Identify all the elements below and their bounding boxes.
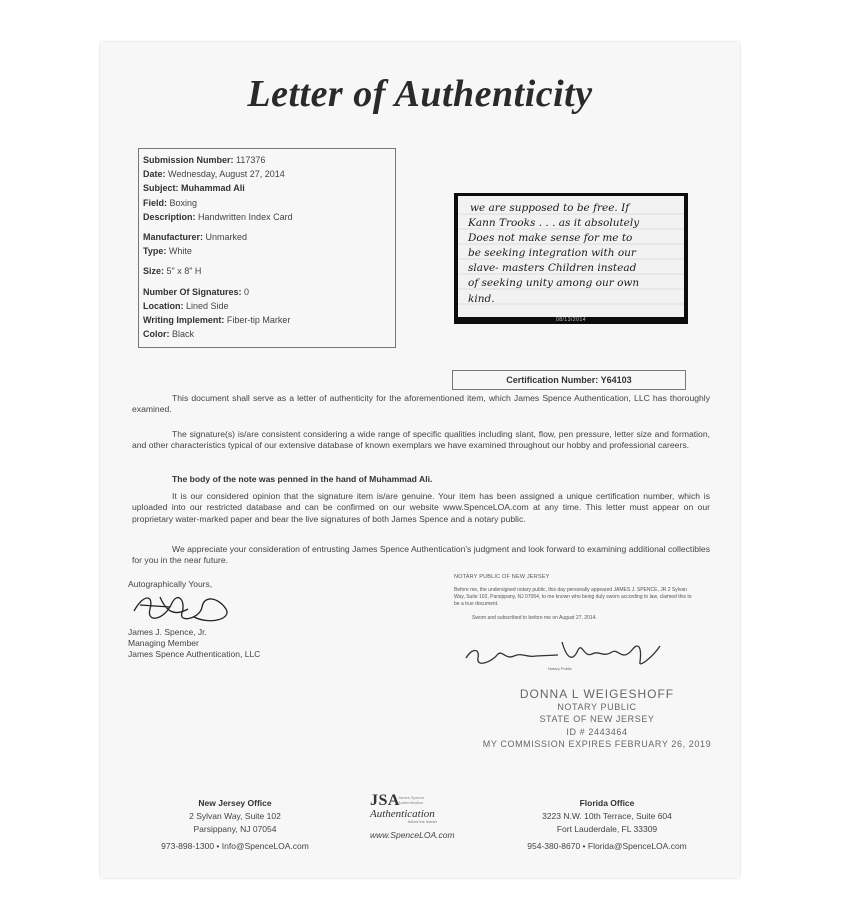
detail-row [143,167,395,181]
detail-row [143,285,395,299]
detail-value: Lined Side [186,300,229,311]
signer-company: James Spence Authentication, LLC [128,649,261,659]
notary-stamp-line: ID # 2443464 [566,726,628,737]
handwriting-line: slave- masters Children instead [468,262,637,274]
office-heading: Florida Office [579,798,635,808]
paragraph-finding: The body of the note was penned in the hand of Muhammad Ali. [172,474,433,484]
detail-label: Type: [143,246,167,257]
index-card [458,196,684,317]
photo-date-stamp: 08/13/2014 [555,317,587,323]
detail-label: Date: [143,169,166,180]
detail-row [143,153,395,167]
detail-row [143,210,395,224]
notary-signature [462,636,672,668]
detail-label: Manufacturer: [143,232,204,243]
jsa-logo-small-text [398,796,424,805]
letter-sheet [100,42,740,878]
detail-row [143,181,395,195]
notary-signature-caption: Notary Public [548,666,572,671]
office-contact: 973-898-1300 • Info@SpenceLOA.com [161,841,309,851]
detail-value: White [168,246,192,257]
notary-stamp-name: DONNA L WEIGESHOFF [519,687,675,701]
signer-name: James J. Spence, Jr. [128,627,207,637]
detail-value: 0 [244,286,250,297]
detail-row [143,299,395,313]
notary-stamp [482,688,712,751]
detail-row [143,244,395,258]
item-details-box [138,148,396,348]
detail-label: Subject: [143,183,179,194]
jsa-logo-small-line: Authentication [398,799,424,805]
paragraph-signature-analysis: The signature(s) is/are consistent considering a wide range of specific qualities including slant, flow, pen pressure, letter size and formation, and other characteristics typical of our extensive database of known exemplars we have examined throughout our hobby and professional careers. [132,429,710,451]
notary-heading: NOTARY PUBLIC OF NEW JERSEY [454,574,550,580]
office-heading: New Jersey Office [198,798,272,808]
handwriting-line: we are supposed to be free. If [470,202,630,214]
handwriting-line: Kann Trooks . . . as it absolutely [468,217,640,229]
jsa-website: www.SpenceLOA.com [370,830,455,840]
detail-value: Wednesday, August 27, 2014 [168,169,285,180]
handwriting-line: kind. [468,293,495,305]
detail-value: Handwritten Index Card [198,211,293,222]
closing-text: Autographically Yours, [128,579,213,589]
detail-label: Description: [143,211,196,222]
jsa-logo-tagline: follow the leader [408,819,438,824]
detail-label: Number Of Signatures: [143,286,242,297]
detail-label: Location: [143,300,184,311]
detail-row [143,196,395,210]
signer-title: Managing Member [128,638,199,648]
card-ruled-lines [458,196,684,317]
jsa-logo-brand: JSA [370,792,400,809]
paragraph-closing: We appreciate your consideration of entrusting James Spence Authentication's judgment and look forward to examining additional collectibles for you in the near future. [132,544,710,566]
office-contact: 954-380-8670 • Florida@SpenceLOA.com [527,841,687,851]
notary-sworn-date: Sworn and subscribed to before me on August 27, 2014. [472,615,597,621]
handwriting-line: of seeking unity among our own [468,277,640,289]
paragraph-intro: This document shall serve as a letter of authenticity for the aforementioned item, which James Spence Authentication, LLC has thoroughly examined. [132,393,710,415]
detail-value: Black [172,329,195,340]
handwriting-line: Does not make sense for me to [468,232,633,244]
index-card-photo [454,193,688,324]
detail-value: 5" x 8" H [166,266,202,277]
detail-value: 117376 [236,155,266,165]
detail-row [143,327,395,341]
detail-row [143,230,395,244]
detail-label: Field: [143,197,167,208]
detail-value: Unmarked [205,232,248,243]
detail-value: Muhammad Ali [181,183,245,194]
detail-value: Fiber-tip Marker [226,315,291,326]
detail-row [143,264,395,278]
office-address: 2 Sylvan Way, Suite 102 [189,811,281,821]
office-city: Fort Lauderdale, FL 33309 [556,824,658,834]
jsa-logo-small-line: James Spence [398,795,425,800]
detail-label: Color: [143,329,170,340]
certification-number: Certification Number: Y64103 [452,370,686,390]
florida-office [512,797,702,853]
notary-statement: Before me, the undersigned notary public, this day personally appeared JAMES J. SPENCE, JR 2 Sylvan Way, Suite 102, Parsippany, NJ 07054, to me known who being duly sworn according to law, claimed this to be a true document. [454,587,692,607]
letter-title: Letter of Authenticity [247,73,593,115]
office-city: Parsippany, NJ 07054 [193,824,277,834]
new-jersey-office [160,797,310,853]
detail-label: Writing Implement: [143,315,225,326]
spence-signature [130,587,240,627]
paragraph-opinion: It is our considered opinion that the signature item is/are genuine. Your item has been assigned a unique certification number, which is uploaded into our restricted database and can be confirmed on our website www.SpenceLOA.com at any time. This letter must appear on our proprietary water-marked paper and bear the live signatures of both James Spence and a notary public. [132,491,710,524]
detail-row [143,313,395,327]
notary-stamp-line: MY COMMISSION EXPIRES FEBRUARY 26, 2019 [482,739,712,749]
detail-label: Submission Number: [143,155,234,165]
detail-label: Size: [143,266,165,277]
detail-value: Boxing [169,197,198,208]
office-address: 3223 N.W. 10th Terrace, Suite 604 [542,811,672,821]
jsa-logo [370,792,480,840]
notary-stamp-line: STATE OF NEW JERSEY [539,714,655,724]
notary-stamp-line: NOTARY PUBLIC [557,701,637,712]
handwriting-line: be seeking integration with our [468,247,636,259]
jsa-logo-word: Authentication [370,808,435,820]
